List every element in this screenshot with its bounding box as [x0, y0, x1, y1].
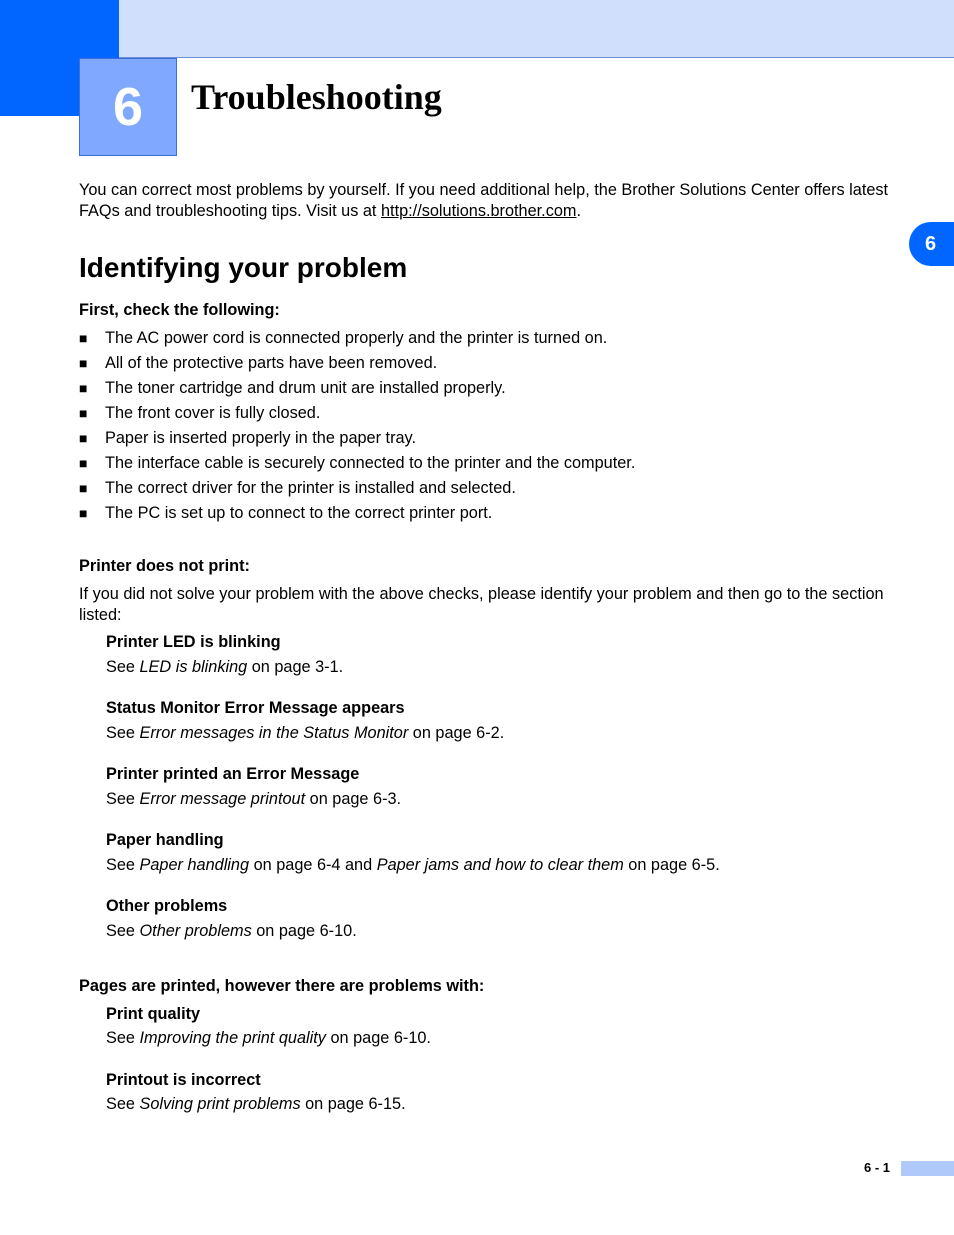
- reference-page: on page 6-5.: [623, 855, 720, 874]
- problem-item: [106, 830, 894, 875]
- reference-link[interactable]: Paper handling: [139, 855, 250, 874]
- problem-item: [106, 896, 894, 941]
- list-item: [79, 478, 894, 503]
- list-item: [79, 428, 894, 453]
- square-bullet-icon: ■: [79, 379, 88, 396]
- footer-bar: [901, 1161, 954, 1176]
- reference-link[interactable]: LED is blinking: [139, 657, 248, 676]
- intro-paragraph: [79, 180, 894, 221]
- section-title: Identifying your problem: [79, 252, 408, 283]
- problem-reference: [106, 657, 894, 678]
- reference-link[interactable]: Solving print problems: [139, 1095, 301, 1113]
- no-print-intro: If you did not solve your problem with the above checks, please identify your problem and then go to the section listed:: [79, 585, 884, 624]
- square-bullet-icon: ■: [79, 354, 88, 371]
- problem-reference: [106, 1094, 894, 1115]
- square-bullet-icon: ■: [79, 404, 88, 421]
- problem-title: Printout is incorrect: [106, 1070, 261, 1089]
- problem-item: [106, 698, 894, 743]
- reference-page: on page 6-15.: [300, 1095, 406, 1113]
- list-item: [79, 378, 894, 403]
- problem-item: [106, 764, 894, 809]
- problem-reference: [106, 921, 894, 942]
- see-label: See: [106, 1095, 140, 1113]
- list-item: [79, 503, 894, 528]
- check-list: [79, 328, 894, 528]
- intro-text-end: .: [576, 201, 581, 220]
- problem-reference: [106, 723, 894, 744]
- problem-reference: [106, 855, 894, 876]
- list-item: [79, 453, 894, 478]
- square-bullet-icon: ■: [79, 329, 88, 346]
- list-item: [79, 328, 894, 353]
- see-label: See: [106, 921, 140, 940]
- check-heading: First, check the following:: [79, 301, 280, 319]
- reference-page: on page 6-2.: [408, 723, 505, 742]
- problem-reference: [106, 1028, 894, 1049]
- list-item-text: The toner cartridge and drum unit are installed properly.: [105, 378, 506, 397]
- square-bullet-icon: ■: [79, 504, 88, 521]
- square-bullet-icon: ■: [79, 454, 88, 471]
- reference-page: on page 6-10.: [325, 1029, 431, 1047]
- header-band: [0, 0, 954, 58]
- list-item-text: The AC power cord is connected properly and the printer is turned on.: [105, 328, 608, 347]
- chapter-side-tab: 6: [909, 222, 954, 266]
- problem-title: Printer printed an Error Message: [106, 765, 360, 783]
- reference-page: on page 6-10.: [251, 921, 357, 940]
- problem-reference: [106, 789, 894, 810]
- chapter-number-box: 6: [79, 58, 177, 156]
- problem-item: [106, 1070, 894, 1115]
- list-item-text: Paper is inserted properly in the paper tray.: [105, 428, 417, 447]
- no-print-heading: Printer does not print:: [79, 556, 250, 575]
- square-bullet-icon: ■: [79, 479, 88, 496]
- reference-link[interactable]: Error messages in the Status Monitor: [139, 723, 409, 742]
- see-label: See: [106, 855, 140, 874]
- problem-title: Paper handling: [106, 831, 224, 849]
- reference-link[interactable]: Other problems: [139, 921, 252, 940]
- problem-title: Printer LED is blinking: [106, 633, 281, 651]
- reference-page: on page 6-4 and: [249, 855, 377, 874]
- problem-title: Status Monitor Error Message appears: [106, 699, 405, 717]
- see-label: See: [106, 1029, 140, 1047]
- reference-link[interactable]: Error message printout: [139, 789, 306, 808]
- chapter-title: Troubleshooting: [191, 77, 442, 117]
- list-item: [79, 403, 894, 428]
- list-item-text: The PC is set up to connect to the correct printer port.: [105, 503, 493, 522]
- list-item-text: The front cover is fully closed.: [105, 403, 321, 422]
- problem-title: Other problems: [106, 897, 228, 915]
- list-item-text: The correct driver for the printer is installed and selected.: [105, 478, 516, 497]
- see-label: See: [106, 657, 140, 676]
- list-item: [79, 353, 894, 378]
- problem-title: Print quality: [106, 1004, 201, 1023]
- reference-page: on page 6-3.: [305, 789, 402, 808]
- see-label: See: [106, 789, 140, 808]
- reference-link[interactable]: Improving the print quality: [139, 1029, 326, 1047]
- printed-heading: Pages are printed, however there are problems with:: [79, 977, 485, 995]
- square-bullet-icon: ■: [79, 429, 88, 446]
- problem-item: [106, 1004, 894, 1049]
- solutions-center-link[interactable]: http://solutions.brother.com: [380, 201, 577, 220]
- list-item-text: The interface cable is securely connected to the printer and the computer.: [105, 453, 636, 472]
- see-label: See: [106, 723, 140, 742]
- reference-link[interactable]: Paper jams and how to clear them: [376, 855, 624, 874]
- list-item-text: All of the protective parts have been removed.: [105, 353, 438, 372]
- problem-item: [106, 632, 894, 677]
- intro-text: You can correct most problems by yourself. If you need additional help, the Brother Solutions Center offers latest FAQs and troubleshooting tips. Visit us at: [79, 181, 889, 220]
- reference-page: on page 3-1.: [247, 657, 344, 676]
- page-number: 6 - 1: [864, 1160, 891, 1175]
- page-content: [79, 180, 894, 1115]
